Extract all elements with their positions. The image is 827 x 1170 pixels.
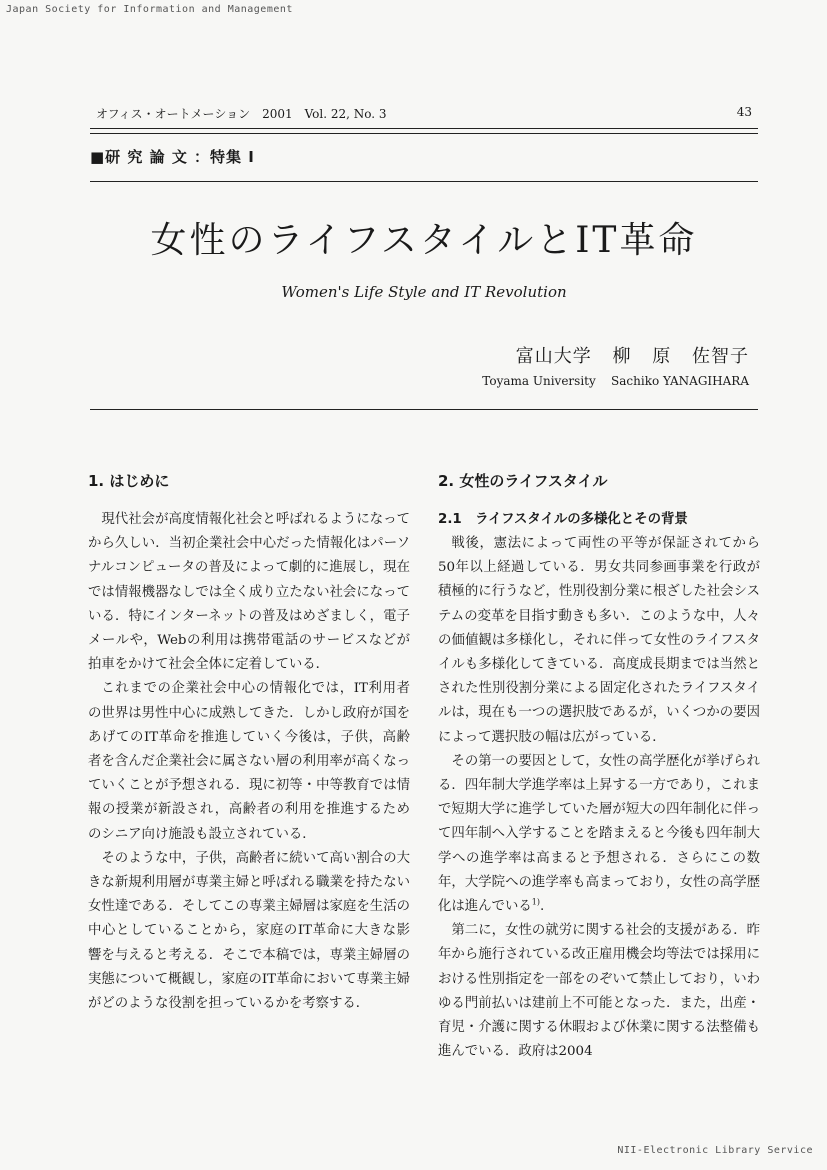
author-name-ja-2: 原 xyxy=(652,346,672,367)
left-column xyxy=(88,468,410,1016)
paragraph: これまでの企業社会中心の情報化では，IT利用者の世界は男性中心に成熟してきた．しかし政府が国をあげてのIT革命を推進していく今後は，子供，高齢者を含んだ企業社会に属さない層の利用率が高くなっていくことが予想される．現に初等・中等教育では情報の授業が新設され，高齢者の利用を推進するためのシニア向け施設も設立されている． xyxy=(88,681,410,842)
watermark-bottom: NII-Electronic Library Service xyxy=(617,1145,813,1156)
author-name-ja-1: 柳 xyxy=(612,346,632,367)
section-rule xyxy=(90,181,758,182)
section-label: ■研 究 論 文 ：特集 I xyxy=(90,148,255,166)
author-rule xyxy=(90,409,758,410)
paper-title: 女性のライフスタイルとIT革命 xyxy=(150,220,698,261)
running-head xyxy=(96,105,752,122)
page-number: 43 xyxy=(736,105,752,119)
section-heading-1: 1. はじめに xyxy=(88,472,170,490)
paragraph xyxy=(438,750,760,919)
reference-marker: 1) xyxy=(531,897,540,907)
header-rule xyxy=(90,128,758,134)
paragraph: 現代社会が高度情報化社会と呼ばれるようになってから久しい．当初企業社会中心だった情報化はパーソナルコンピュータの普及によって劇的に進展し，現在では情報機器なしでは全く成り立たない社会になっている．特にインターネットの普及はめざましく，電子メールや，Webの利用は携帯電話のサービスなどが拍車をかけて社会全体に定着している． xyxy=(88,512,410,673)
watermark-top: Japan Society for Information and Management xyxy=(6,4,293,15)
affiliation-ja: 富山大学 xyxy=(515,346,592,367)
journal-info: オフィス・オートメーション 2001 Vol. 22, No. 3 xyxy=(96,107,387,121)
paper-subtitle: Women's Life Style and IT Revolution xyxy=(281,283,567,301)
paragraph-end: . xyxy=(539,899,545,915)
paragraph: 戦後，憲法によって両性の平等が保証されてから50年以上経過している．男女共同参画事業を行政が積極的に行うなど，性別役割分業に根ざした社会システムの変革を目指す動きも多い．このような中，人々の価値観は多様化し，それに伴って女性のライフスタイルも多様化してきている．高度成長期までは当然とされた性別役割分業による固定化されたライフスタイルは，現在も一つの選択肢であるが，いくつかの要因によって選択肢の幅は広がっている． xyxy=(438,536,760,745)
author-en xyxy=(482,374,749,388)
paragraph: 第二に，女性の就労に関する社会的支援がある．昨年から施行されている改正雇用機会均等法では採用における性別指定を一部をのぞいて禁止しており，いわゆる門前払いは建前上不可能となった．また，出産・育児・介護に関する休暇および休業に関する法整備も進んでいる．政府は2004 xyxy=(438,923,760,1060)
section-heading-2: 2. 女性のライフスタイル xyxy=(438,472,608,490)
subsection-heading-2-1: 2.1 ライフスタイルの多様化とその背景 xyxy=(438,512,688,527)
paragraph-text: その第一の要因として，女性の高学歴化が挙げられる．四年制大学進学率は上昇する一方であり，これまで短期大学に進学していた層が短大の四年制化に伴って四年制へ入学することを踏まえると今後も四年制大学への進学率は高まると予想される．さらにこの数年，大学院への進学率も高まっており，女性の高学歴化は進んでいる xyxy=(438,753,760,915)
author-ja xyxy=(516,342,749,368)
author-name-ja-3: 佐智子 xyxy=(692,346,749,367)
author-name-en: Sachiko YANAGIHARA xyxy=(611,374,749,388)
affiliation-en: Toyama University xyxy=(482,374,596,388)
paragraph: そのような中，子供，高齢者に続いて高い割合の大きな新規利用層が専業主婦と呼ばれる職業を持たない女性達である．そしてこの専業主婦層は家庭を生活の中心としていることから，家庭のIT革命に大きな影響を与えると考える．そこで本稿では，専業主婦層の実態について概観し，家庭のIT革命において専業主婦がどのような役割を担っているかを考察する． xyxy=(88,850,410,1012)
right-column xyxy=(438,468,760,1064)
